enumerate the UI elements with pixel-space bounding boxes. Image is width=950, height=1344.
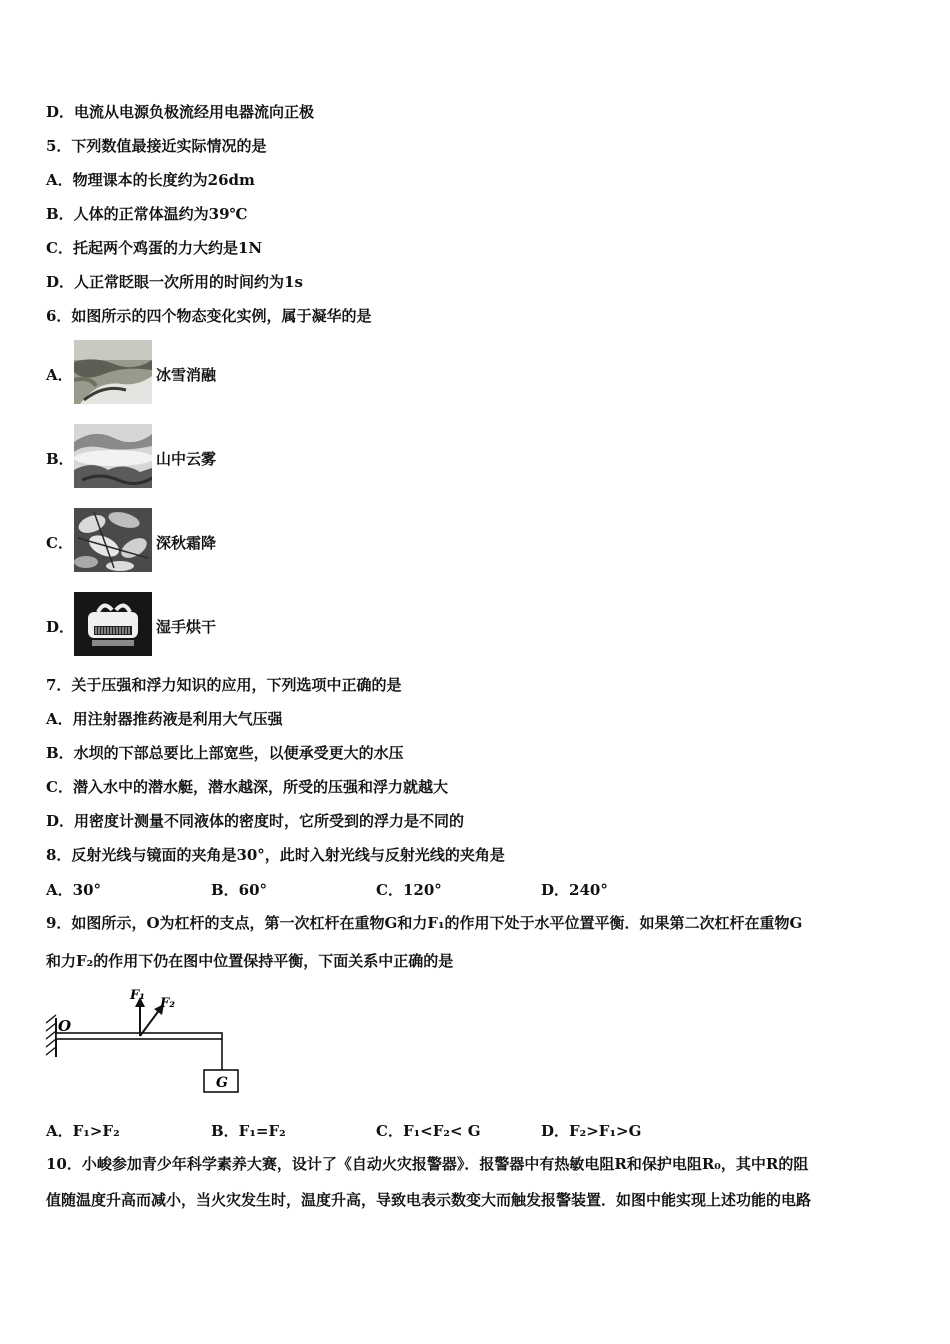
q7-option-a: A．用注射器推药液是利用大气压强 bbox=[46, 710, 283, 728]
q9-options bbox=[46, 1120, 846, 1140]
q9-option-a: A．F₁>F₂ bbox=[46, 1122, 120, 1140]
option-label: A． bbox=[46, 366, 73, 384]
option-caption: 深秋霜降 bbox=[156, 534, 217, 552]
q8-option-d: D．240° bbox=[541, 881, 608, 899]
autumn-frost-photo-icon bbox=[74, 508, 152, 572]
option-caption: 山中云雾 bbox=[156, 450, 217, 468]
weight-label: G bbox=[216, 1075, 228, 1091]
q6-option-b bbox=[46, 424, 346, 490]
q9-option-d: D．F₂>F₁>G bbox=[541, 1122, 642, 1140]
q6-option-c bbox=[46, 508, 346, 574]
option-caption: 冰雪消融 bbox=[156, 366, 217, 384]
q9-stem-line2: 和力F₂的作用下仍在图中位置保持平衡，下面关系中正确的是 bbox=[46, 952, 454, 970]
hand-dryer-photo-icon bbox=[74, 592, 152, 656]
f2-arrow bbox=[140, 1009, 160, 1036]
f2-label: F₂ bbox=[160, 996, 175, 1011]
q8-option-a: A．30° bbox=[46, 881, 102, 899]
lever-diagram bbox=[44, 985, 254, 1100]
q9-option-b: B．F₁=F₂ bbox=[211, 1122, 286, 1140]
q9-stem-line1: 9．如图所示，O为杠杆的支点，第一次杠杆在重物G和力F₁的作用下处于水平位置平衡．如果第二次杠杆在重物G bbox=[46, 914, 803, 932]
q9-option-c: C．F₁<F₂< G bbox=[376, 1122, 481, 1140]
option-caption: 湿手烘干 bbox=[156, 618, 217, 636]
q10-line1: 10．小峻参加青少年科学素养大赛，设计了《自动火灾报警器》．报警器中有热敏电阻R和保护电阻R₀，其中R的阻 bbox=[46, 1155, 809, 1173]
mountain-fog-photo-icon bbox=[74, 424, 152, 488]
q5-option-b: B．人体的正常体温约为39℃ bbox=[46, 205, 248, 223]
q7-option-c: C．潜入水中的潜水艇，潜水越深，所受的压强和浮力就越大 bbox=[46, 778, 448, 796]
q8-option-c: C．120° bbox=[376, 881, 442, 899]
q6-option-d bbox=[46, 592, 346, 658]
q10-line2: 值随温度升高而减小，当火灾发生时，温度升高，导致电表示数变大而触发报警装置．如图中能实现上述功能的电路 bbox=[46, 1191, 812, 1209]
q4-option-d: D．电流从电源负极流经用电器流向正极 bbox=[46, 103, 315, 121]
q7-option-d: D．用密度计测量不同液体的密度时，它所受到的浮力是不同的 bbox=[46, 812, 465, 830]
q8-options bbox=[46, 879, 846, 899]
q7-stem: 7．关于压强和浮力知识的应用，下列选项中正确的是 bbox=[46, 676, 402, 694]
option-label: C． bbox=[46, 534, 73, 552]
pivot-label: O bbox=[58, 1017, 72, 1035]
q5-stem: 5．下列数值最接近实际情况的是 bbox=[46, 137, 267, 155]
option-label: B． bbox=[46, 450, 74, 468]
q6-option-a bbox=[46, 340, 346, 406]
q5-option-d: D．人正常眨眼一次所用的时间约为1s bbox=[46, 273, 303, 291]
option-label: D． bbox=[46, 618, 75, 636]
q7-option-b: B．水坝的下部总要比上部宽些，以便承受更大的水压 bbox=[46, 744, 404, 762]
q5-option-c: C．托起两个鸡蛋的力大约是1N bbox=[46, 239, 263, 257]
wall-hatch bbox=[46, 1015, 56, 1055]
melting-ice-photo-icon bbox=[74, 340, 152, 404]
q8-option-b: B．60° bbox=[211, 881, 268, 899]
q6-stem: 6．如图所示的四个物态变化实例，属于凝华的是 bbox=[46, 307, 372, 325]
f1-label: F₁ bbox=[130, 988, 145, 1003]
q8-stem: 8．反射光线与镜面的夹角是30°，此时入射光线与反射光线的夹角是 bbox=[46, 846, 505, 864]
q5-option-a: A．物理课本的长度约为26dm bbox=[46, 171, 255, 189]
